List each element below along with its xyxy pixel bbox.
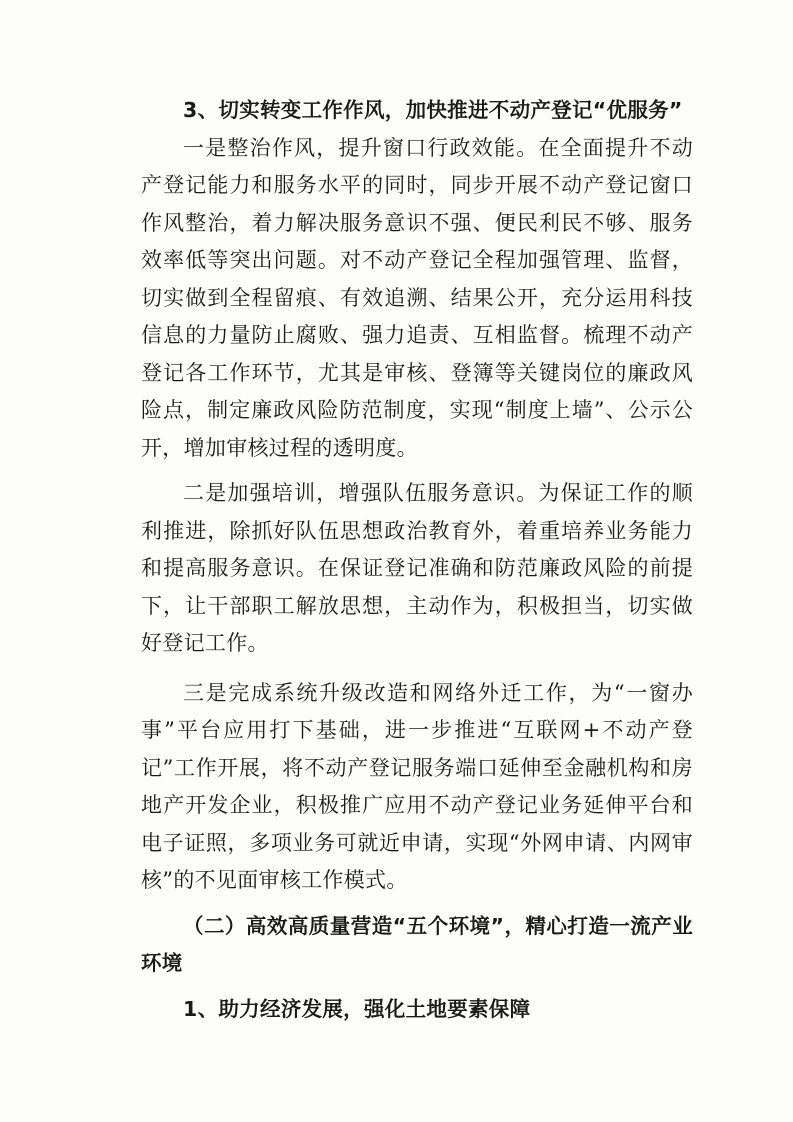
heading-3: 3、切实转变工作作风，加快推进不动产登记“优服务” — [183, 98, 683, 122]
document-body — [141, 92, 693, 1028]
section-2-heading: （二）高效高质量营造“五个环境”，精心打造一流产业环境 — [141, 913, 693, 975]
subheading-1: 1、助力经济发展，强化土地要素保障 — [183, 996, 531, 1021]
paragraph-1: 一是整治作风，提升窗口行政效能。在全面提升不动产登记能力和服务水平的同时，同步开展不动产登记窗口作风整治，着力解决服务意识不强、便民利民不够、服务效率低等突出问题。对不动产登记全程加强管理、监督，切实做到全程留痕、有效追溯、结果公开，充分运用科技信息的力量防止腐败、强力追责、互相监督。梳理不动产登记各工作环节，尤其是审核、登簿等关键岗位的廉政风险点，制定廉政风险防范制度，实现“制度上墙”、公示公开，增加审核过程的透明度。 — [141, 135, 693, 460]
paragraph-3: 三是完成系统升级改造和网络外迁工作，为“一窗办事”平台应用打下基础，进一步推进“互联网+不动产登记”工作开展，将不动产登记服务端口延伸至金融机构和房地产开发企业，积极推广应用不动产登记业务延伸平台和电子证照，多项业务可就近申请，实现“外网申请、内网审核”的不见面审核工作模式。 — [141, 680, 693, 892]
paragraph-2: 二是加强培训，增强队伍服务意识。为保证工作的顺利推进，除抓好队伍思想政治教育外，着重培养业务能力和提高服务意识。在保证登记准确和防范廉政风险的前提下，让干部职工解放思想，主动作为，积极担当，切实做好登记工作。 — [141, 481, 693, 655]
